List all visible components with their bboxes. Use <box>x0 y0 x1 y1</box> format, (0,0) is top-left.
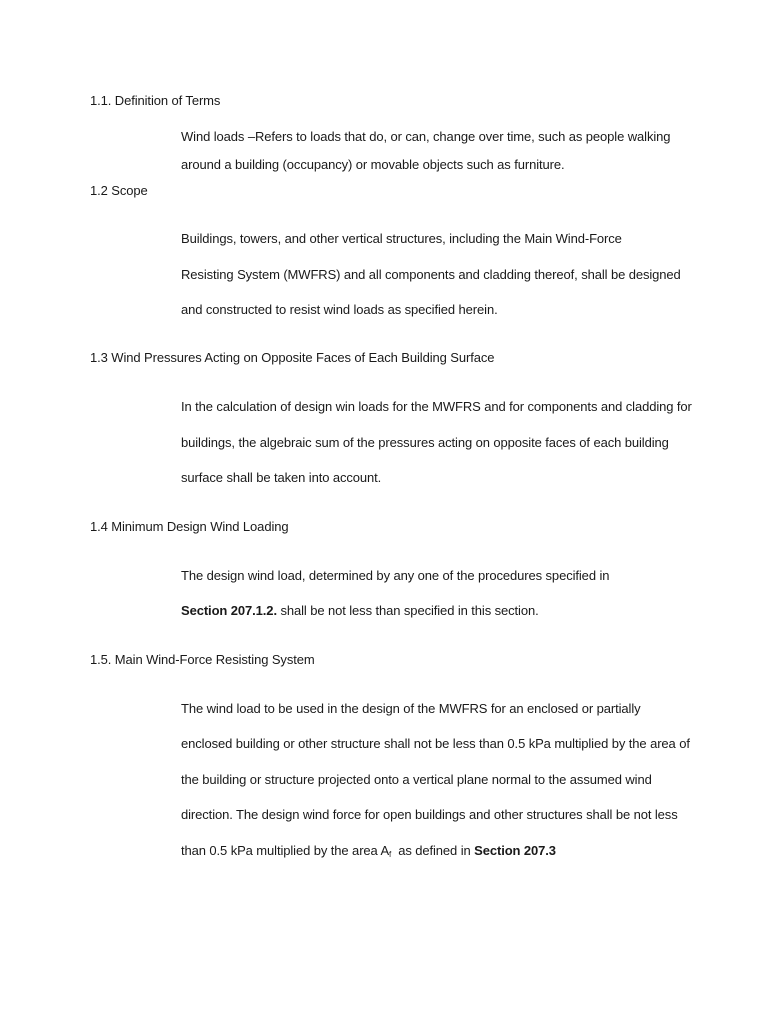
paragraph-line: Wind loads –Refers to loads that do, or can, change over time, such as people walking <box>181 129 671 144</box>
subscript-f: f <box>389 850 392 859</box>
paragraph-line: surface shall be taken into account. <box>181 470 382 485</box>
section-reference: Section 207.3 <box>474 843 556 858</box>
paragraph-line: Resisting System (MWFRS) and all components and cladding thereof, shall be designed <box>181 267 681 282</box>
paragraph-line: direction. The design wind force for open buildings and other structures shall be not less <box>181 807 678 822</box>
section-heading-main-wind-force-resisting-system: 1.5. Main Wind-Force Resisting System <box>90 652 315 667</box>
paragraph-line: around a building (occupancy) or movable objects such as furniture. <box>181 157 565 172</box>
section-reference: Section 207.1.2. <box>181 603 277 618</box>
paragraph-line: and constructed to resist wind loads as specified herein. <box>181 302 498 317</box>
paragraph-line: Buildings, towers, and other vertical structures, including the Main Wind-Force <box>181 231 622 246</box>
paragraph-line: The wind load to be used in the design of the MWFRS for an enclosed or partially <box>181 701 641 716</box>
paragraph-line-with-reference <box>181 843 556 859</box>
section-heading-minimum-design-wind-loading: 1.4 Minimum Design Wind Loading <box>90 519 289 534</box>
section-heading-definition-of-terms: 1.1. Definition of Terms <box>90 93 221 108</box>
paragraph-text: than 0.5 kPa multiplied by the area A <box>181 843 390 858</box>
paragraph-line: In the calculation of design win loads for the MWFRS and for components and cladding for <box>181 399 692 414</box>
paragraph-line: buildings, the algebraic sum of the pressures acting on opposite faces of each building <box>181 435 669 450</box>
paragraph-text: shall be not less than specified in this section. <box>276 603 539 618</box>
paragraph-line: the building or structure projected onto a vertical plane normal to the assumed wind <box>181 772 652 787</box>
section-heading-wind-pressures: 1.3 Wind Pressures Acting on Opposite Faces of Each Building Surface <box>90 350 495 365</box>
paragraph-line: enclosed building or other structure shall not be less than 0.5 kPa multiplied by the area of <box>181 736 690 751</box>
paragraph-line: The design wind load, determined by any one of the procedures specified in <box>181 568 610 583</box>
paragraph-line-with-reference <box>181 603 539 618</box>
section-heading-scope: 1.2 Scope <box>90 183 148 198</box>
paragraph-text: as defined in <box>391 843 475 858</box>
